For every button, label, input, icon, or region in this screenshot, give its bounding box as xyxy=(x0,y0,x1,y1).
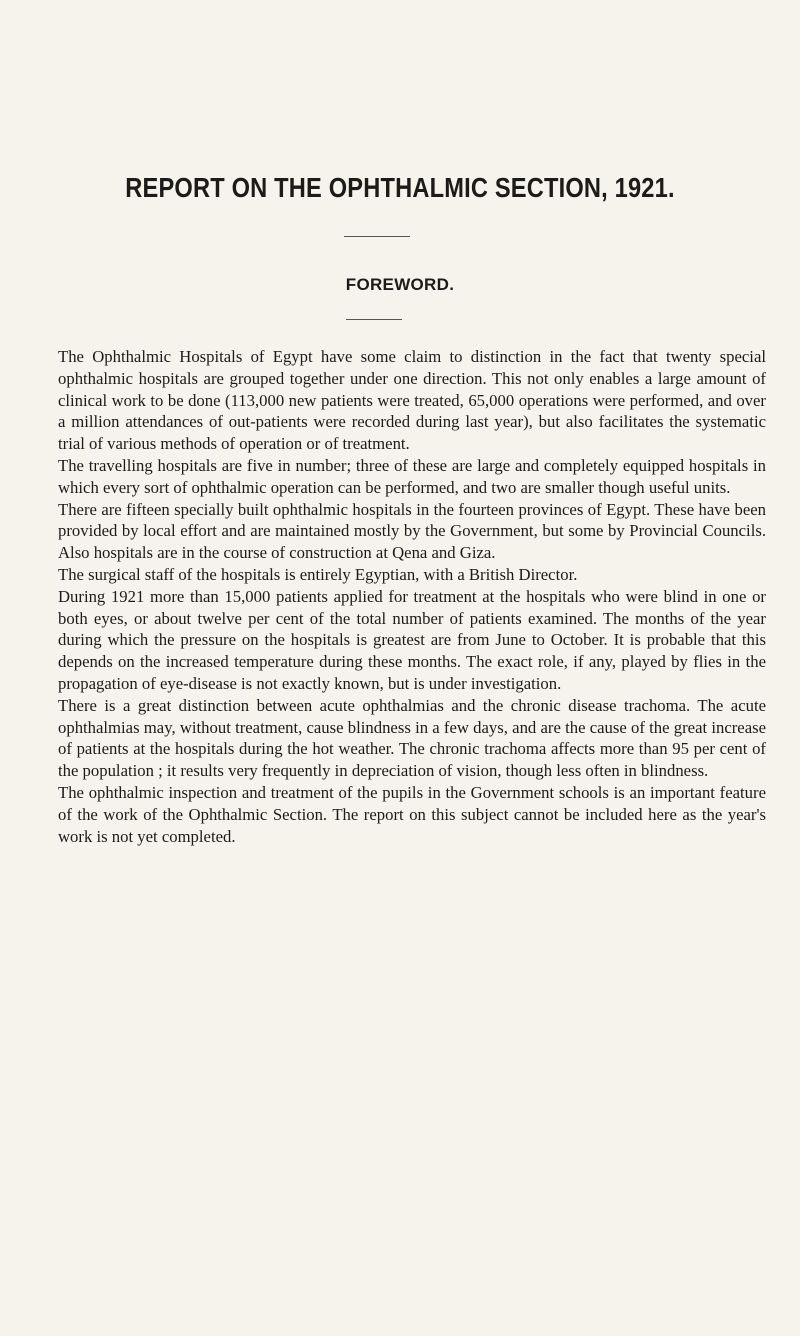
paragraph: The ophthalmic inspection and treatment of the pupils in the Government schools is an important feature of the work of the Ophthalmic Section. The report on this subject cannot be included here as the year's work is not yet completed. xyxy=(58,782,766,846)
paragraph: The travelling hospitals are five in number; three of these are large and completely equipped hospitals in which every sort of ophthalmic operation can be performed, and two are smaller though useful units. xyxy=(58,455,766,497)
paragraph: The surgical staff of the hospitals is entirely Egyptian, with a British Director. xyxy=(58,564,578,584)
paragraph: There is a great distinction between acute ophthalmias and the chronic disease trachoma. The acute ophthalmias may, without treatment, cause blindness in a few days, and are the cause of the great increase of patients at the hospitals during the hot weather. The chronic trachoma affects more than 95 per cent of the population ; it results very frequently in depreciation of vision, though less often in blindness. xyxy=(58,695,766,781)
title-divider xyxy=(344,236,410,237)
section-heading: FOREWORD. xyxy=(345,275,455,294)
paragraph: During 1921 more than 15,000 patients applied for treatment at the hospitals who were blind in one or both eyes, or about twelve per cent of the total number of patients examined. The months of the year during which the pressure on the hospitals is greatest are from June to October. It is probable that this depends on the increased temperature during these months. The exact role, if any, played by flies in the propagation of eye-disease is not exactly known, but is under investigation. xyxy=(58,586,766,693)
paragraph: The Ophthalmic Hospitals of Egypt have some claim to distinction in the fact that twenty special ophthalmic hospitals are grouped together under one direction. This not only enables a large amount of clinical work to be done (113,000 new patients were treated, 65,000 operations were performed, and over a million attendances of out-patients were recorded during last year), but also facilitates the systematic trial of various methods of operation or of treatment. xyxy=(58,347,766,454)
heading-divider xyxy=(346,319,402,320)
body-text xyxy=(58,346,766,847)
report-title: REPORT ON THE OPHTHALMIC SECTION, 1921. xyxy=(125,172,675,203)
paragraph: There are fifteen specially built ophthalmic hospitals in the fourteen provinces of Egypt. These have been provided by local effort and are maintained mostly by the Government, but some by Provincial Councils. Also hospitals are in the course of construction at Qena and Giza. xyxy=(58,499,766,563)
